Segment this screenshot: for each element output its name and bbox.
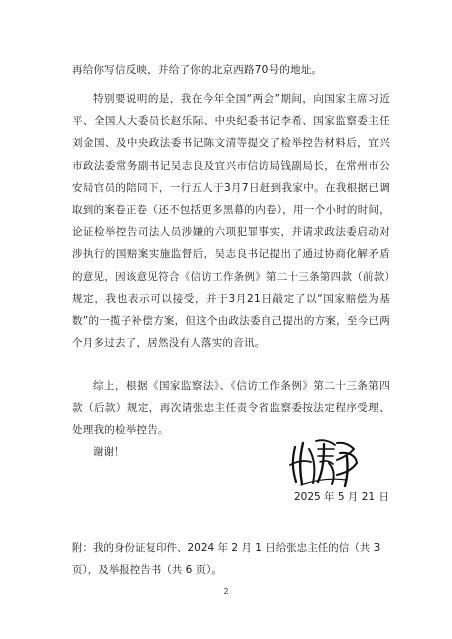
letter-date: 2025 年 5 月 21 日 bbox=[294, 491, 389, 503]
paragraph-continuation: 再给你写信反映，并给了你的北京西路70号的地址。 bbox=[72, 64, 323, 76]
attachment-note: 附：我的身份证复印件、2024 年 2 月 1 日给张忠主任的信（共 3 页），及举报控告书（共 6 页）。 bbox=[72, 542, 381, 576]
paragraph-conclusion: 综上，根据《国家监察法》、《信访工作条例》第二十三条第四款（后款）规定，再次请张忠主任责令省监察委按法定程序受理、处理我的检举控告。 bbox=[72, 380, 390, 437]
closing-thanks: 谢谢！ bbox=[93, 446, 125, 458]
page-number: 2 bbox=[223, 587, 229, 596]
handwritten-signature bbox=[287, 433, 361, 491]
paragraph-main: 特别要说明的是，我在今年全国“两会”期间，向国家主席习近平、全国人大委员长赵乐际、中央纪委书记李希、国家监察委主任刘金国、及中央政法委书记陈文清等提交了检举控告材料后，宜兴市政法委常务副书记吴志良及宜兴市信访局钱副局长，在常州市公安局官员的陪同下，一行五人于3月7日赶到我家中。在我根据已调取到的案卷正卷（还不包括更多黑幕的内卷），用一个小时的时间，论证检举控告司法人员涉嫌的六项犯罪事实，并请求政法委启动对涉执行的国赔案实施监督后，吴志良书记提出了通过协商化解矛盾的意见，因该意见符合《信访工作条例》第二十三条第四款（前款）规定，我也表示可以接受，并于3月21日敲定了以“国家赔偿为基数”的一揽子补偿方案，但这个由政法委自己提出的方案，至今已两个月多过去了，居然没有人落实的音讯。 bbox=[72, 93, 390, 350]
